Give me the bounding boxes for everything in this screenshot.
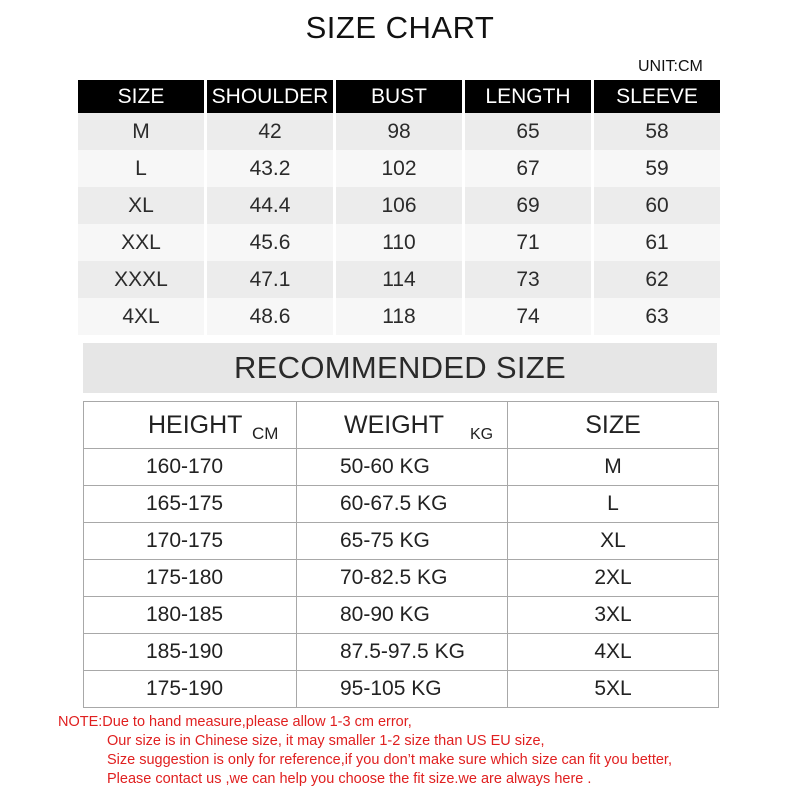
table-row [84, 485, 718, 522]
table-row [84, 522, 718, 559]
cell-height: 165-175 [84, 486, 297, 522]
note-block [58, 713, 798, 789]
table-row [78, 113, 720, 150]
table-row [78, 187, 720, 224]
table-row [84, 448, 718, 485]
cell-size: 3XL [594, 603, 632, 626]
cell-size: M [604, 455, 622, 478]
cell-shoulder: 45.6 [204, 224, 333, 261]
cell-shoulder: 43.2 [204, 150, 333, 187]
cell-bust: 110 [333, 224, 462, 261]
cell-size: XL [78, 187, 204, 224]
table-row [78, 298, 720, 335]
cell-size: 5XL [594, 677, 632, 700]
header-height-unit: CM [252, 424, 279, 443]
cell-height: 175-190 [84, 671, 297, 707]
cell-sleeve: 59 [591, 150, 720, 187]
cell-length: 69 [462, 187, 591, 224]
size-chart-header-row [78, 80, 720, 113]
cell-height: 180-185 [84, 597, 297, 633]
header-size: SIZE [78, 80, 204, 113]
cell-bust: 98 [333, 113, 462, 150]
cell-bust: 106 [333, 187, 462, 224]
table-row [78, 261, 720, 298]
cell-length: 71 [462, 224, 591, 261]
header-size: SIZE [585, 410, 641, 439]
cell-size: XL [600, 529, 626, 552]
cell-shoulder: 48.6 [204, 298, 333, 335]
recommended-size-title: RECOMMENDED SIZE [83, 343, 717, 393]
size-chart-table [78, 80, 720, 335]
cell-height: 185-190 [84, 634, 297, 670]
header-shoulder: SHOULDER [204, 80, 333, 113]
cell-weight: 60-67.5 KG [297, 486, 508, 522]
table-row [84, 559, 718, 596]
cell-size: L [78, 150, 204, 187]
table-row [78, 150, 720, 187]
cell-weight: 95-105 KG [297, 671, 508, 707]
cell-sleeve: 60 [591, 187, 720, 224]
recommended-size-table [83, 401, 719, 708]
cell-length: 74 [462, 298, 591, 335]
table-row [84, 670, 718, 707]
cell-shoulder: 42 [204, 113, 333, 150]
header-length: LENGTH [462, 80, 591, 113]
header-height-cell [84, 402, 297, 448]
header-bust: BUST [333, 80, 462, 113]
cell-bust: 114 [333, 261, 462, 298]
cell-weight: 65-75 KG [297, 523, 508, 559]
cell-shoulder: 47.1 [204, 261, 333, 298]
cell-length: 73 [462, 261, 591, 298]
table-row [84, 596, 718, 633]
recommended-header-row [84, 402, 718, 448]
note-line: NOTE:Due to hand measure,please allow 1-3 cm error, [58, 714, 412, 730]
header-height: HEIGHT [148, 410, 243, 439]
header-weight: WEIGHT [344, 410, 444, 439]
unit-label: UNIT:CM [638, 58, 703, 75]
note-line: Size suggestion is only for reference,if you don’t make sure which size can fit you better, [107, 752, 672, 768]
cell-length: 65 [462, 113, 591, 150]
cell-height: 170-175 [84, 523, 297, 559]
cell-shoulder: 44.4 [204, 187, 333, 224]
cell-bust: 118 [333, 298, 462, 335]
cell-size: 2XL [594, 566, 632, 589]
cell-size: L [607, 492, 619, 515]
cell-size: 4XL [78, 298, 204, 335]
cell-weight: 80-90 KG [297, 597, 508, 633]
cell-sleeve: 63 [591, 298, 720, 335]
table-row [84, 633, 718, 670]
cell-weight: 70-82.5 KG [297, 560, 508, 596]
cell-weight: 50-60 KG [297, 449, 508, 485]
cell-weight: 87.5-97.5 KG [297, 634, 508, 670]
cell-sleeve: 61 [591, 224, 720, 261]
cell-sleeve: 58 [591, 113, 720, 150]
cell-length: 67 [462, 150, 591, 187]
cell-height: 160-170 [84, 449, 297, 485]
cell-size: XXL [78, 224, 204, 261]
header-weight-cell [297, 402, 508, 448]
note-line: Please contact us ,we can help you choose the fit size.we are always here . [107, 771, 592, 787]
cell-bust: 102 [333, 150, 462, 187]
header-weight-unit: KG [470, 426, 494, 443]
table-row [78, 224, 720, 261]
cell-size: 4XL [594, 640, 632, 663]
note-line: Our size is in Chinese size, it may smaller 1-2 size than US EU size, [107, 733, 545, 749]
cell-size: XXXL [78, 261, 204, 298]
cell-size: M [78, 113, 204, 150]
header-sleeve: SLEEVE [591, 80, 720, 113]
page-title: SIZE CHART [305, 10, 495, 45]
cell-height: 175-180 [84, 560, 297, 596]
cell-sleeve: 62 [591, 261, 720, 298]
